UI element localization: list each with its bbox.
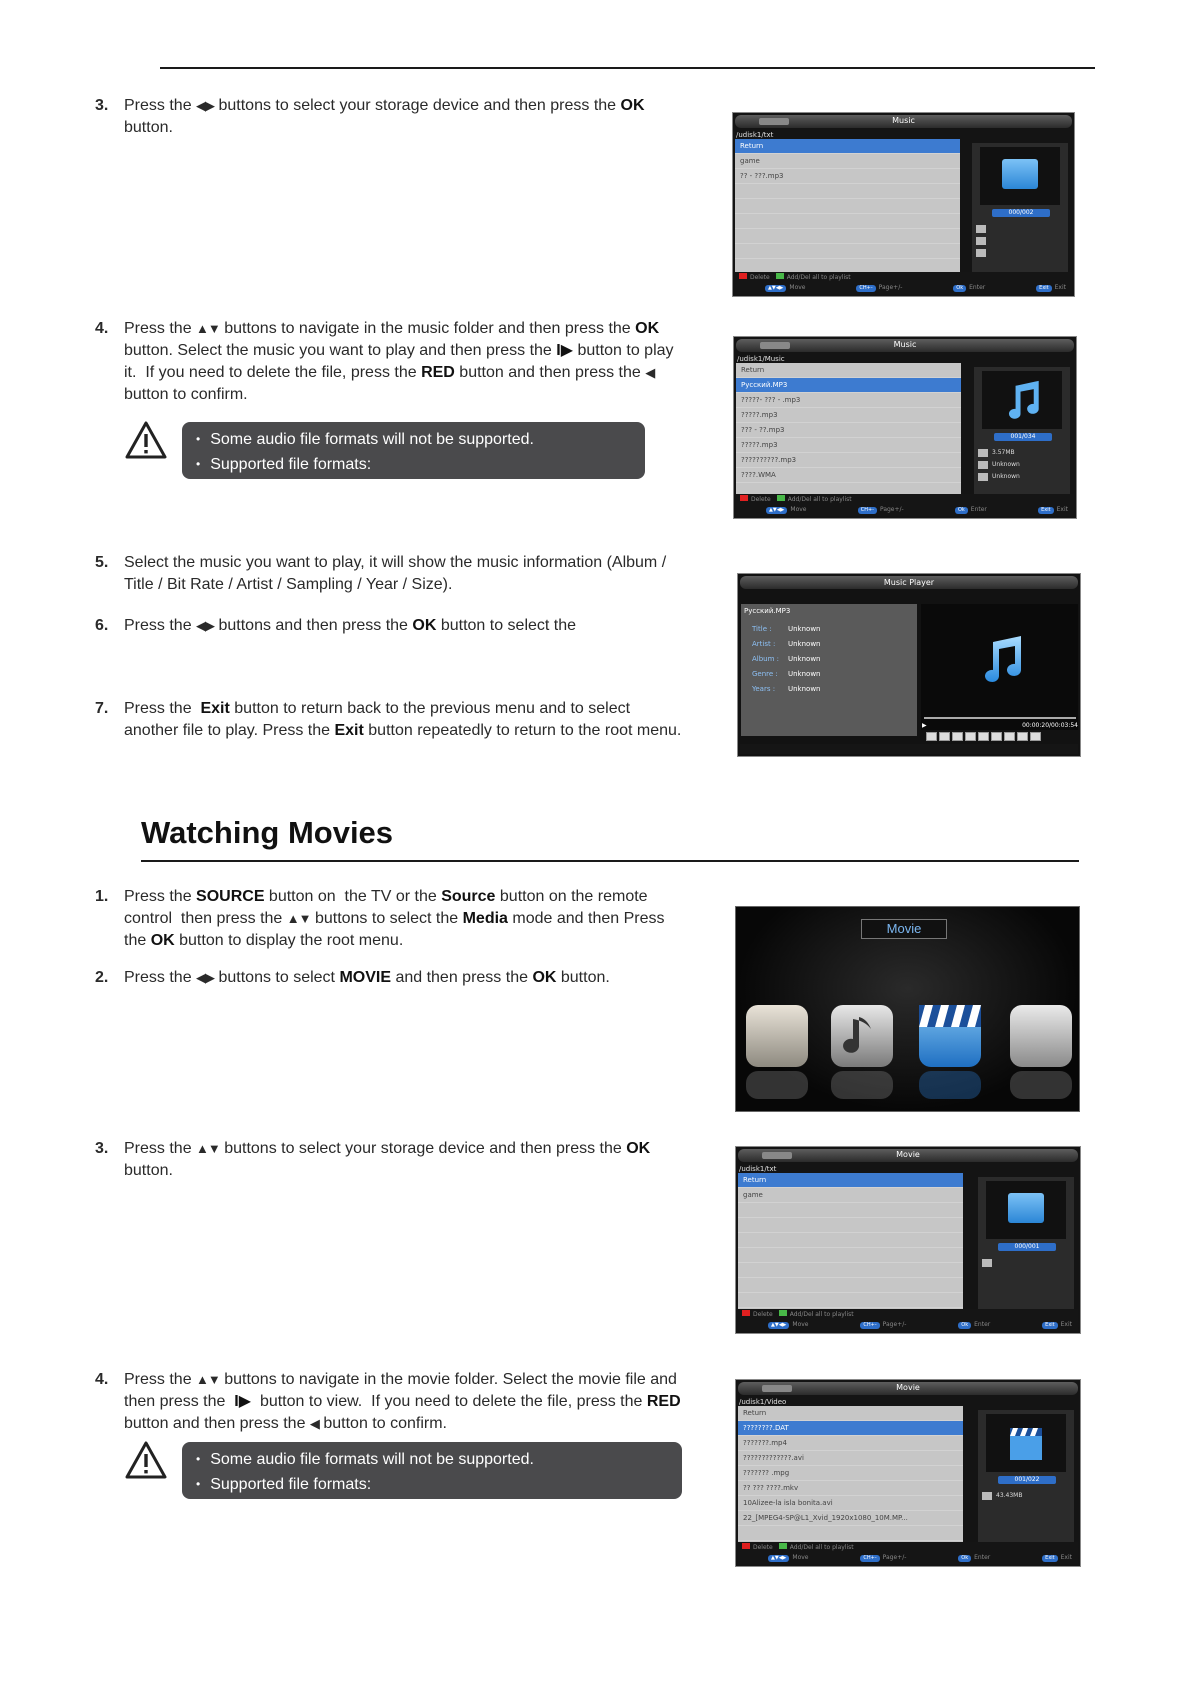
remote-key-icon: Exit	[1042, 1322, 1057, 1329]
file-counter: 001/022	[998, 1476, 1056, 1484]
info-row	[982, 1490, 1070, 1502]
step-text: Press the ▲▼ buttons to navigate in the movie folder. Select the movie file and then press the I▶ button to view. If you need to delete the file, press the RED button and then press the ◀ button to confirm.	[124, 1371, 681, 1432]
list-icon	[1017, 732, 1028, 741]
remote-key-icon: Ok	[953, 285, 966, 292]
header-rule	[160, 67, 1095, 69]
info-icon	[982, 1259, 992, 1267]
file-row[interactable]: Return	[736, 363, 961, 378]
red-key-icon	[740, 495, 748, 501]
file-row[interactable]: game	[738, 1188, 963, 1203]
file-row[interactable]	[738, 1263, 963, 1278]
meta-row	[752, 682, 821, 697]
remote-key-icon: ▲▼◀▶	[768, 1555, 789, 1562]
file-row[interactable]	[738, 1526, 963, 1541]
clapperboard-icon	[1008, 1422, 1044, 1462]
remote-key-icon: ▲▼◀▶	[768, 1322, 789, 1329]
screen-footer	[736, 494, 1074, 516]
file-info	[982, 1257, 1070, 1269]
note-item: • Some audio file formats will not be supported.	[196, 1451, 534, 1468]
photo-icon	[746, 1005, 808, 1067]
file-row[interactable]	[735, 214, 960, 229]
forward-icon	[965, 732, 976, 741]
file-row[interactable]: ?????.mp3	[736, 408, 961, 423]
player-progress: ▶ 00:00:20/00:03:54	[922, 717, 1078, 729]
file-row[interactable]: ??????????.mp3	[736, 453, 961, 468]
file-row[interactable]: ????????.DAT	[738, 1421, 963, 1436]
file-row[interactable]	[738, 1278, 963, 1293]
note-item: • Some audio file formats will not be supported.	[196, 431, 534, 448]
file-row[interactable]: ?????????????.avi	[738, 1451, 963, 1466]
file-row[interactable]	[735, 229, 960, 244]
file-row[interactable]: ?????.mp3	[736, 438, 961, 453]
footer-line-2: ▲▼◀▶ Move CH+- Page+/- Ok Enter Exit Exit	[768, 1321, 1072, 1329]
remote-key-icon: CH+-	[856, 285, 875, 292]
note-item: • Supported file formats:	[196, 456, 372, 473]
step-text: Press the ◀▶ buttons to select your storage device and then press the OK button.	[124, 97, 645, 136]
screen-topbar	[736, 339, 1074, 352]
remote-key-icon: Ok	[958, 1555, 971, 1562]
screen-path: /udisk1/Video	[739, 1398, 787, 1406]
file-row[interactable]: ???????.mp4	[738, 1436, 963, 1451]
meta-value: Unknown	[788, 640, 821, 648]
info-icon	[976, 225, 986, 233]
meta-row	[752, 622, 821, 637]
file-row[interactable]	[738, 1233, 963, 1248]
file-row[interactable]	[738, 1248, 963, 1263]
info-icon	[978, 449, 988, 457]
screenshot-music-player	[737, 573, 1081, 757]
preview-image	[980, 147, 1060, 205]
info-row	[982, 1257, 1070, 1269]
screen-title: Music	[892, 116, 915, 125]
info-value: 43.43MB	[996, 1492, 1023, 1499]
remote-key-icon: ▲▼◀▶	[765, 285, 786, 292]
footer-line-1: Delete Add/Del all to playlist	[742, 1310, 854, 1318]
step-movie-3	[95, 1138, 685, 1182]
file-info	[978, 447, 1066, 483]
step-music-4	[95, 318, 685, 406]
meta-row	[752, 652, 821, 667]
movie-icon	[919, 1005, 981, 1067]
info-value: Unknown	[992, 461, 1020, 468]
remote-key-icon: Exit	[1038, 507, 1053, 514]
stop-icon	[939, 732, 950, 741]
info-icon	[978, 461, 988, 469]
prev-icon	[978, 732, 989, 741]
warning-icon	[124, 420, 168, 460]
screenshot-movie-folder	[735, 1379, 1081, 1567]
screenshot-music-storage	[732, 112, 1075, 297]
meta-key: Genre :	[752, 670, 778, 678]
next-icon	[991, 732, 1002, 741]
player-time: 00:00:20/00:03:54	[1022, 722, 1078, 729]
meta-key: Album :	[752, 655, 780, 663]
file-row[interactable]: Return	[735, 139, 960, 154]
file-counter: 000/001	[998, 1243, 1056, 1251]
file-row[interactable]: ?? ??? ????.mkv	[738, 1481, 963, 1496]
screen-footer	[735, 272, 1072, 294]
file-row[interactable]	[735, 244, 960, 259]
file-row[interactable]: 10Alizee-la isla bonita.avi	[738, 1496, 963, 1511]
preview-image	[986, 1181, 1066, 1239]
meta-key: Artist :	[752, 640, 776, 648]
info-row	[976, 223, 1064, 235]
screen-path: /udisk1/txt	[736, 131, 774, 139]
step-music-3	[95, 95, 685, 139]
step-number: 1.	[95, 888, 109, 905]
file-row[interactable]: ????.WMA	[736, 468, 961, 483]
preview-panel	[974, 367, 1070, 515]
note-item: • Supported file formats:	[196, 1476, 372, 1493]
step-number: 6.	[95, 617, 109, 634]
meta-key: Title :	[752, 625, 772, 633]
step-music-6	[95, 615, 685, 637]
info-icon	[982, 1492, 992, 1500]
file-row[interactable]: ?? - ???.mp3	[735, 169, 960, 184]
rewind-icon	[952, 732, 963, 741]
music-icon	[831, 1005, 893, 1067]
file-list	[738, 1173, 963, 1307]
screen-title: Music	[893, 340, 917, 349]
file-info	[982, 1490, 1070, 1502]
section-title: Watching Movies	[141, 815, 394, 850]
warning-icon	[124, 1440, 168, 1480]
player-art-panel	[921, 604, 1078, 730]
screen-path: /udisk1/txt	[739, 1165, 777, 1173]
info-icon	[978, 473, 988, 481]
remote-key-icon: CH+-	[860, 1322, 879, 1329]
info-row	[978, 447, 1066, 459]
meta-value: Unknown	[788, 625, 821, 633]
red-key-icon	[742, 1310, 750, 1316]
preview-image	[982, 371, 1062, 429]
screen-footer	[738, 1542, 1078, 1564]
file-row[interactable]: 22_[MPEG4-SP@L1_Xvid_1920x1080_10M.MP...	[738, 1511, 963, 1526]
remote-key-icon: CH+-	[858, 507, 877, 514]
preview-panel	[978, 1410, 1074, 1558]
file-row[interactable]: ?????- ??? - .mp3	[736, 393, 961, 408]
meta-value: Unknown	[788, 685, 821, 693]
meta-key: Years :	[752, 685, 776, 693]
player-meta	[752, 622, 821, 697]
note-box-music	[182, 422, 645, 479]
file-list	[736, 363, 961, 492]
section-rule	[141, 860, 1079, 862]
step-number: 7.	[95, 700, 109, 717]
player-title: Music Player	[740, 576, 1078, 589]
footer-line-2: ▲▼◀▶ Move CH+- Page+/- Ok Enter Exit Exit	[765, 284, 1066, 292]
info-icon	[1030, 732, 1041, 741]
file-row[interactable]: Return	[738, 1406, 963, 1421]
step-text: Press the ▲▼ buttons to select your storage device and then press the OK button.	[124, 1140, 651, 1179]
info-value: 3.57MB	[992, 449, 1015, 456]
music-note-icon	[979, 632, 1025, 684]
info-icon	[976, 237, 986, 245]
meta-value: Unknown	[788, 655, 821, 663]
step-movie-4	[95, 1369, 685, 1435]
footer-line-1: Delete Add/Del all to playlist	[740, 495, 852, 503]
file-row[interactable]	[735, 199, 960, 214]
screen-title: Movie	[896, 1383, 920, 1392]
music-note-icon	[1004, 377, 1042, 421]
repeat-icon	[1004, 732, 1015, 741]
footer-line-2: ▲▼◀▶ Move CH+- Page+/- Ok Enter Exit Exit	[768, 1554, 1072, 1562]
step-number: 2.	[95, 969, 109, 986]
step-movie-1	[95, 886, 685, 952]
red-key-icon	[739, 273, 747, 279]
footer-line-2: ▲▼◀▶ Move CH+- Page+/- Ok Enter Exit Exit	[766, 506, 1068, 514]
step-number: 3.	[95, 1140, 109, 1157]
step-music-7	[95, 698, 685, 742]
step-number: 4.	[95, 1371, 109, 1388]
step-text: Select the music you want to play, it will show the music information (Album / Title / Bit Rate / Artist / Sampling / Year / Size).	[124, 554, 667, 593]
info-row	[976, 235, 1064, 247]
file-row[interactable]: game	[735, 154, 960, 169]
file-info	[976, 223, 1064, 259]
screen-title: Movie	[896, 1150, 920, 1159]
file-list	[738, 1406, 963, 1540]
file-row[interactable]: ??? - ??.mp3	[736, 423, 961, 438]
file-row[interactable]: Return	[738, 1173, 963, 1188]
file-counter: 000/002	[992, 209, 1050, 217]
step-text: Press the Exit button to return back to the previous menu and to select another file to play. Press the Exit button repeatedly to return to the root menu.	[124, 700, 682, 739]
folder-icon	[1002, 159, 1038, 189]
player-controls	[926, 732, 1041, 742]
remote-key-icon: CH+-	[860, 1555, 879, 1562]
file-row[interactable]	[738, 1218, 963, 1233]
player-footer	[740, 744, 1078, 754]
ebook-icon	[1010, 1005, 1072, 1067]
player-file-name: Русский.MP3	[744, 607, 791, 615]
info-row	[978, 459, 1066, 471]
preview-panel	[978, 1177, 1074, 1325]
remote-key-icon: Ok	[955, 507, 968, 514]
preview-image	[986, 1414, 1066, 1472]
screen-path: /udisk1/Music	[737, 355, 785, 363]
remote-key-icon: Exit	[1042, 1555, 1057, 1562]
screen-footer	[738, 1309, 1078, 1331]
step-text: Press the ▲▼ buttons to navigate in the music folder and then press the OK button. Select the music you want to play and then press the I▶ button to play it. If you need to delete the file, press the RED button and then press the ◀ button to confirm.	[124, 320, 674, 403]
pause-icon	[926, 732, 937, 741]
step-number: 3.	[95, 97, 109, 114]
file-row[interactable]: Русский.MP3	[736, 378, 961, 393]
remote-key-icon: Exit	[1036, 285, 1051, 292]
info-icon	[976, 249, 986, 257]
step-text: Press the SOURCE button on the TV or the Source button on the remote control then press the ▲▼ buttons to select the Media mode and then Press the OK button to display the root menu.	[124, 888, 669, 949]
preview-panel	[972, 143, 1068, 291]
screenshot-music-folder	[733, 336, 1077, 519]
file-counter: 001/034	[994, 433, 1052, 441]
step-movie-2	[95, 967, 685, 989]
info-row	[978, 471, 1066, 483]
green-key-icon	[777, 495, 785, 501]
screenshot-movie-storage	[735, 1146, 1081, 1334]
file-row[interactable]	[738, 1293, 963, 1308]
file-row[interactable]	[738, 1203, 963, 1218]
step-text: Press the ◀▶ buttons to select MOVIE and then press the OK button.	[124, 969, 610, 986]
home-title: Movie	[861, 919, 947, 939]
screen-topbar	[738, 1149, 1078, 1162]
footer-line-1: Delete Add/Del all to playlist	[739, 273, 851, 281]
meta-value: Unknown	[788, 670, 821, 678]
step-number: 4.	[95, 320, 109, 337]
green-key-icon	[779, 1310, 787, 1316]
file-row[interactable]: ??????? .mpg	[738, 1466, 963, 1481]
info-value: Unknown	[992, 473, 1020, 480]
folder-icon	[1008, 1193, 1044, 1223]
green-key-icon	[776, 273, 784, 279]
step-number: 5.	[95, 554, 109, 571]
footer-line-1: Delete Add/Del all to playlist	[742, 1543, 854, 1551]
info-row	[976, 247, 1064, 259]
meta-row	[752, 637, 821, 652]
step-music-5	[95, 552, 685, 596]
remote-key-icon: Ok	[958, 1322, 971, 1329]
file-row[interactable]	[735, 184, 960, 199]
screen-topbar	[738, 1382, 1078, 1395]
remote-key-icon: ▲▼◀▶	[766, 507, 787, 514]
screenshot-media-home	[735, 906, 1080, 1112]
file-list	[735, 139, 960, 270]
red-key-icon	[742, 1543, 750, 1549]
screen-topbar	[735, 115, 1072, 128]
note-box-movie	[182, 1442, 682, 1499]
green-key-icon	[779, 1543, 787, 1549]
meta-row	[752, 667, 821, 682]
step-text: Press the ◀▶ buttons and then press the OK button to select the	[124, 617, 577, 634]
